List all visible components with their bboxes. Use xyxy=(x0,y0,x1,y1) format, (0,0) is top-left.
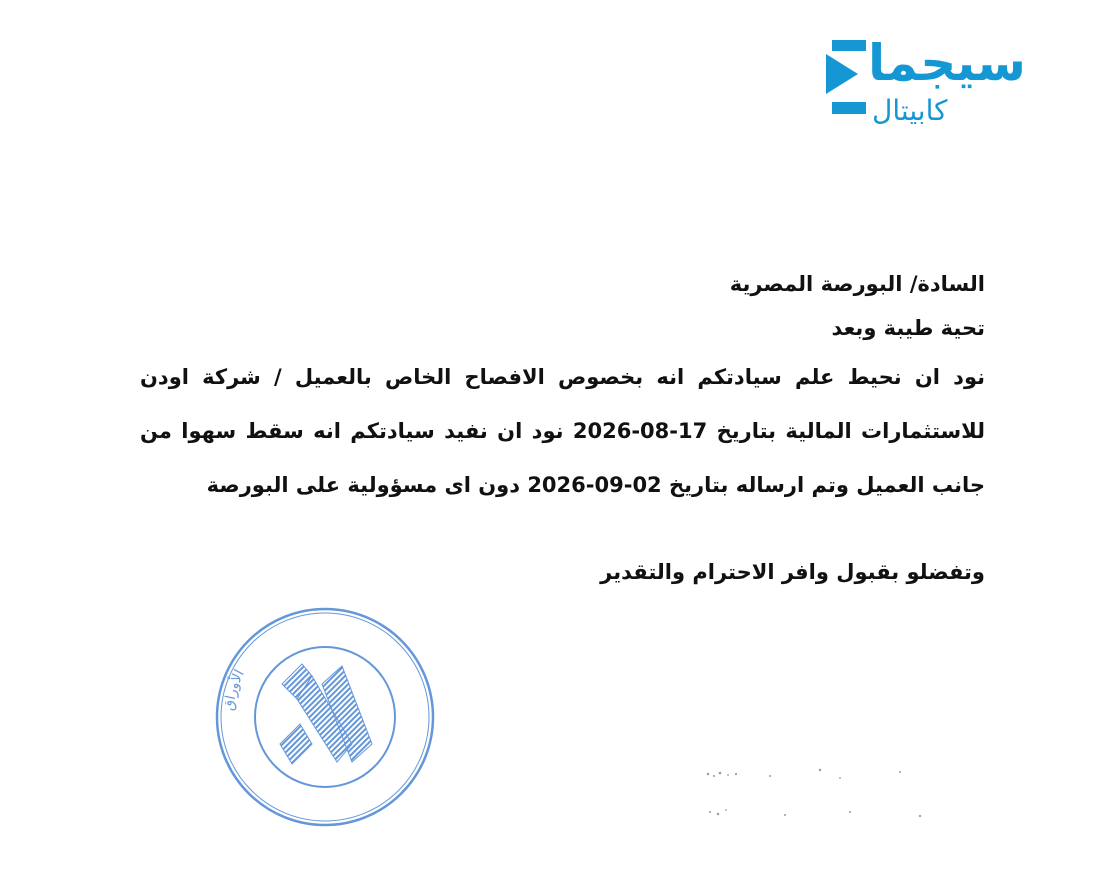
signature-area xyxy=(690,760,950,830)
signature-specks xyxy=(690,760,950,830)
letter-body xyxy=(140,262,985,594)
logo-brand-sub: كابيتال xyxy=(872,94,948,127)
company-logo xyxy=(818,30,1068,130)
stamp-m-emblem xyxy=(280,664,372,764)
letter-closing: وتفضلو بقبول وافر الاحترام والتقدير xyxy=(600,560,985,584)
logo-brand-name: سيجما xyxy=(868,34,1026,92)
logo-arrow-mark xyxy=(818,30,868,130)
stamp-ring-text: الأوراق xyxy=(221,667,248,712)
company-stamp xyxy=(212,604,438,830)
stamp-seal-graphic xyxy=(212,604,438,830)
letter-paragraph: نود ان نحيط علم سيادتكم انه بخصوص الافصاح الخاص بالعميل / شركة اودن للاستثمارات المالية بتاريخ 17-08-2026 نود ان نفيد سيادتكم انه سقط سهوا من جانب العميل وتم ارساله بتاريخ 02-09-2026 دون اى مسؤولية على البورصة xyxy=(140,365,985,497)
letter-addressee: السادة/ البورصة المصرية xyxy=(729,272,985,296)
letter-greeting: تحية طيبة وبعد xyxy=(831,316,985,340)
